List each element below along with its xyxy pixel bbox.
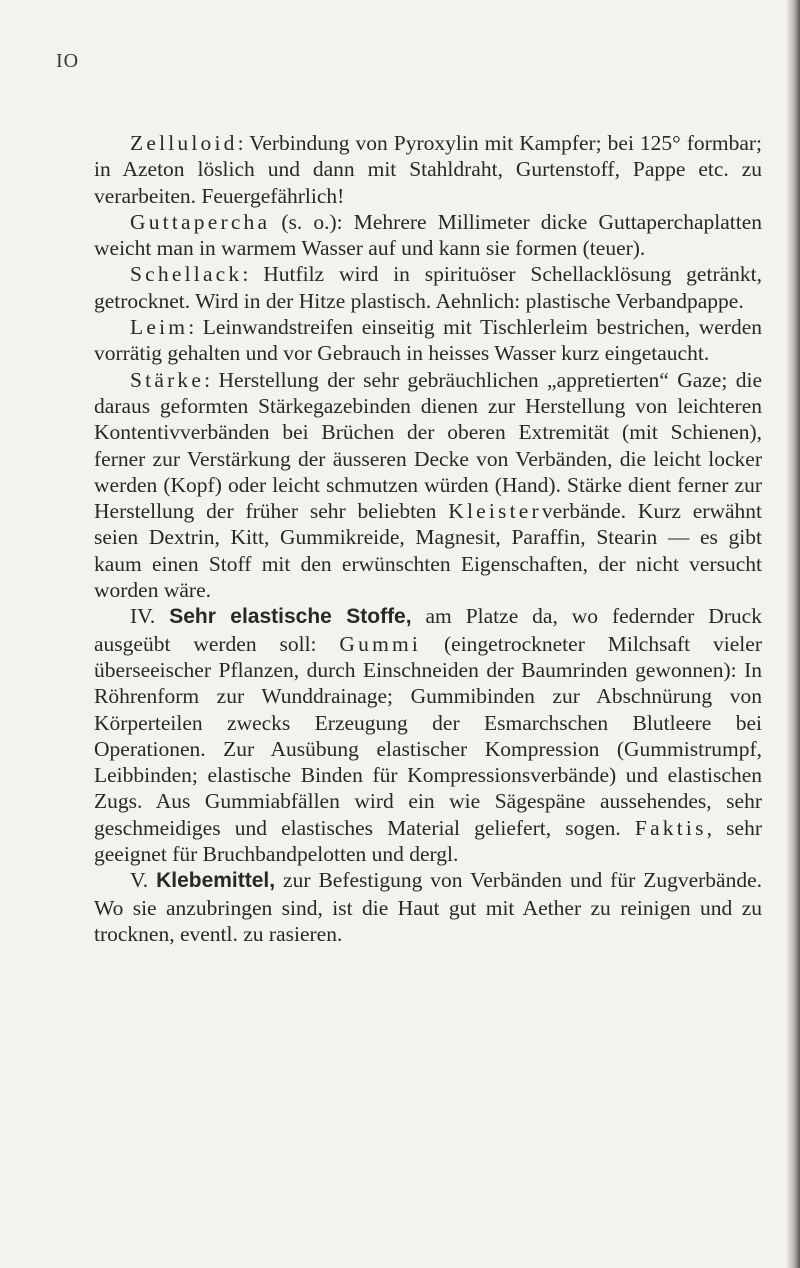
paragraph-guttapercha [94, 209, 762, 262]
section-number: V. [130, 868, 157, 893]
term-faktis: Faktis [634, 815, 707, 840]
paragraph-text: : Verbindung von Pyroxylin mit Kampfer; bei 125° formbar; in Azeton löslich und dann mit Stahldraht, Gurtenstoff, Pappe etc. zu verarbeiten. Feuergefährlich! [94, 131, 762, 208]
section-number: IV. [130, 604, 170, 629]
term-gummi: Gummi [339, 631, 422, 656]
page-edge-shadow [786, 0, 800, 1268]
paragraph-elastische-stoffe [94, 603, 762, 867]
term-kleister: Kleister [448, 499, 542, 524]
paragraph-text: : Hutfilz wird in spirituöser Schellacklösung getränkt, getrocknet. Wird in der Hitze plastisch. Aehnlich: plastische Verbandpappe. [94, 262, 762, 313]
paragraph-text: (eingetrockneter Milchsaft vieler überseeischer Pflanzen, durch Einschneiden der Baumrinden gewonnen): In Röhrenform zur Wunddrainage; Gummibinden zur Abschnürung von Körperteilen zwecks Erzeugung der Esmarchschen Blutleere bei Operationen. Zur Ausübung elastischer Kompression (Gummistrumpf, Leibbinden; elastische Binden für Kompressionsverbände) und elastischen Zugs. Aus Gummiabfällen wird ein wie Sägespäne aussehendes, sehr geschmeidiges und elastisches Material geliefert, sogen. [94, 631, 762, 840]
paragraph-text: : Herstellung der sehr gebräuchlichen „appretierten“ Gaze; die daraus geformten Stärkegazebinden dienen zur Herstellung von leichteren Kontentivverbänden bei Brüchen der oberen Extremität (mit Schienen), ferner zur Verstärkung der äusseren Decke von Verbänden, die leicht locker werden (Kopf) oder leicht schmutzen würden (Hand). Stärke dient ferner zur Herstellung der früher sehr beliebten [94, 367, 762, 524]
paragraph-text: , sehr geeignet für Bruchbandpelotten und dergl. [94, 815, 762, 867]
term-leim: Leim [130, 315, 189, 340]
paragraph-zelluloid [94, 130, 762, 209]
paragraph-text: am Platze da, wo federnder Druck ausgeübt werden soll: [94, 604, 762, 656]
term-zelluloid: Zelluloid [130, 131, 238, 155]
paragraph-text: : Leinwandstreifen einseitig mit Tischlerleim bestrichen, werden vorrätig gehalten und vor Gebrauch in heisses Wasser kurz eingetaucht. [94, 315, 762, 366]
paragraph-staerke [94, 367, 762, 604]
term-staerke: Stärke [130, 367, 205, 392]
term-guttapercha: Guttapercha [130, 209, 271, 234]
body-text [94, 130, 762, 947]
page-number: IO [56, 50, 80, 72]
section-heading-elastische-stoffe: Sehr elastische Stoffe, [169, 605, 412, 629]
paragraph-text: zur Befestigung von Verbänden und für Zugverbände. Wo sie anzubringen sind, ist die Haut gut mit Aether zu reinigen und zu trocknen, eventl. zu rasieren. [94, 868, 762, 946]
term-schellack: Schellack [130, 262, 243, 287]
paragraph-schellack [94, 261, 762, 314]
paragraph-leim [94, 314, 762, 367]
section-heading-klebemittel: Klebemittel, [156, 869, 276, 893]
paragraph-klebemittel [94, 867, 762, 947]
paragraph-text: (s. o.): Mehrere Millimeter dicke Guttaperchaplatten weicht man in warmem Wasser auf und kann sie formen (teuer). [94, 209, 762, 261]
paragraph-text: verbände. Kurz erwähnt seien Dextrin, Kitt, Gummikreide, Magnesit, Paraffin, Stearin — es gibt kaum einen Stoff mit den erwünschten Eigenschaften, der nicht versucht worden wäre. [94, 499, 763, 603]
